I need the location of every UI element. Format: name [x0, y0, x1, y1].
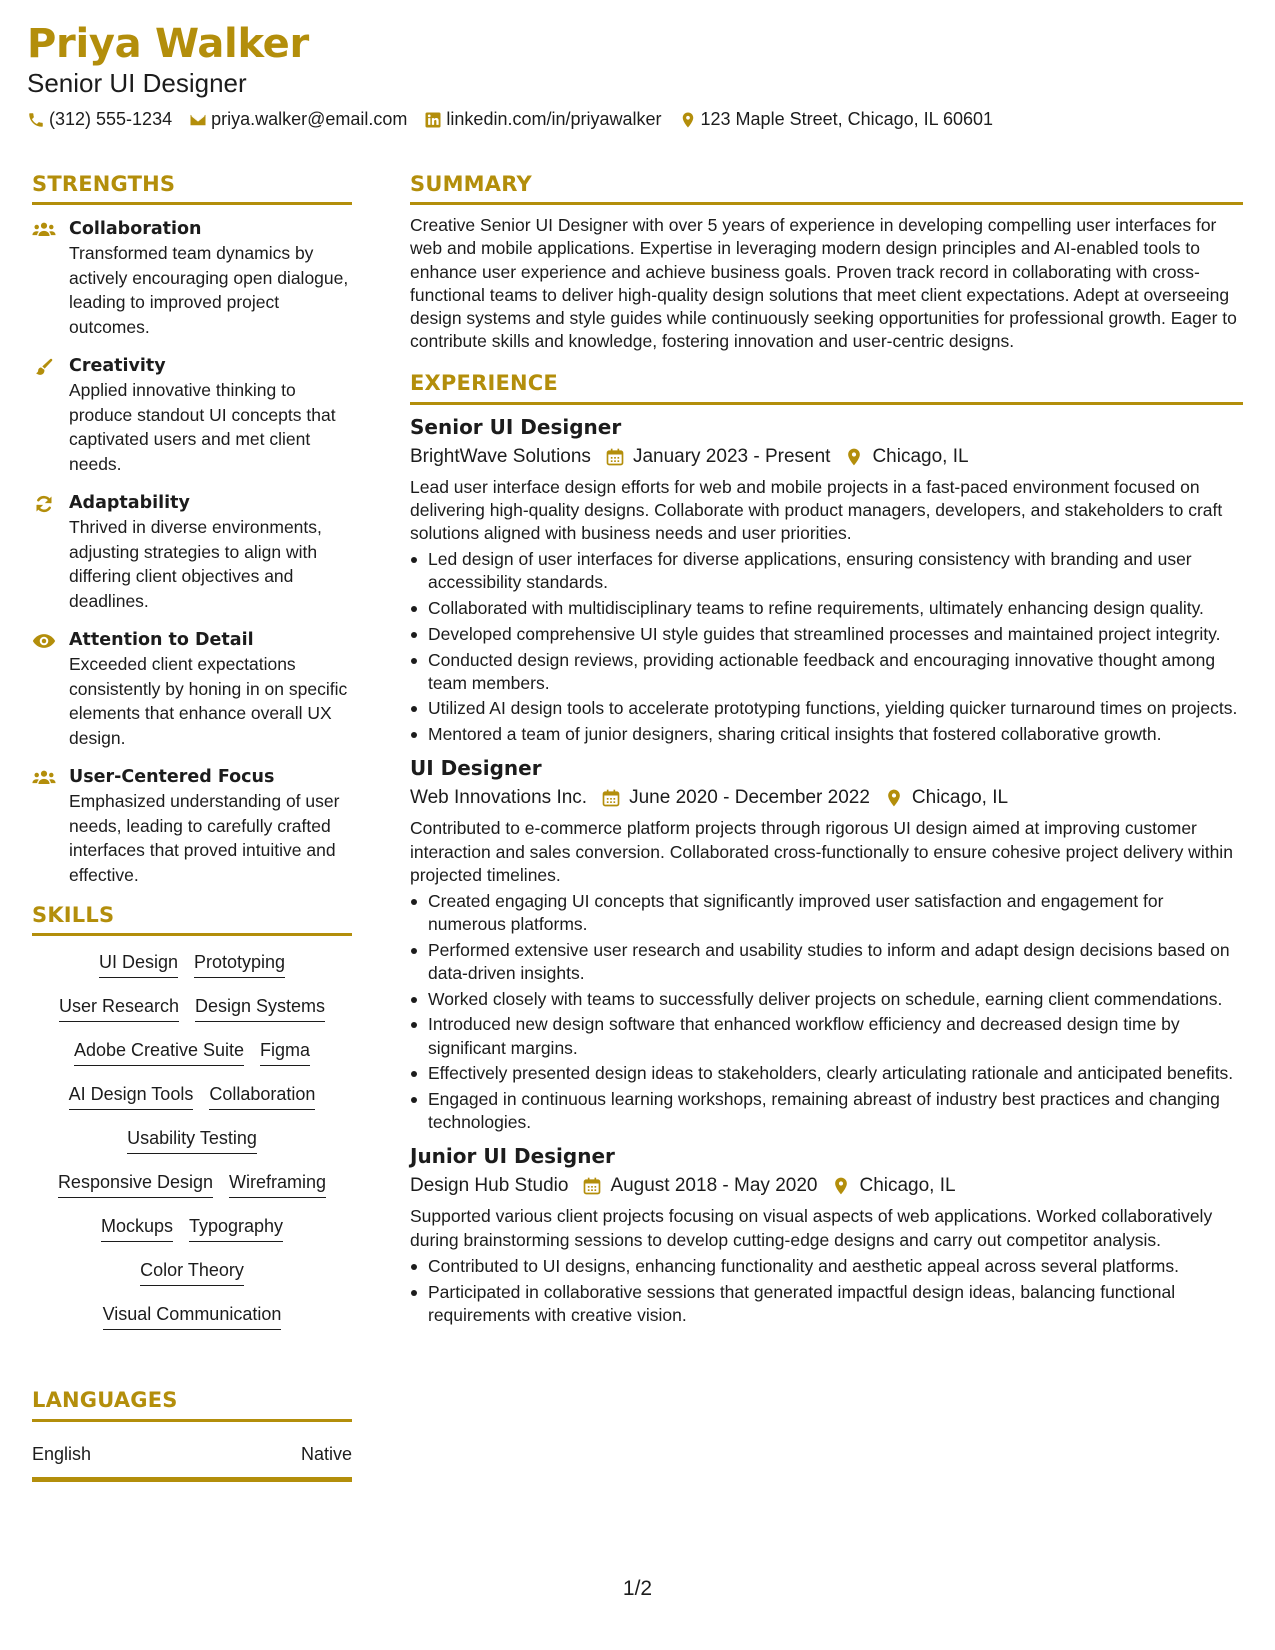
calendar-icon [605, 447, 625, 467]
skill-tag: Wireframing [229, 1170, 326, 1198]
map-pin-icon [831, 1176, 851, 1196]
page-number: 1/2 [622, 1577, 653, 1600]
contact-linkedin[interactable] [424, 109, 661, 130]
job-bullets [410, 890, 1243, 1135]
job-entry [410, 755, 1243, 1134]
skill-tag: Visual Communication [103, 1302, 282, 1330]
summary-text: Creative Senior UI Designer with over 5 years of experience in developing compelling user interfaces for web and mobile applications. Expertise in leveraging modern design principles and AI-enabled tools to enhance user experience and achieve business goals. Proven track record in collaborating with cross-functional teams to deliver high-quality design solutions that meet client expectations. Adept at overseeing design systems and style guides while continuously seeking opportunities for professional growth. Eager to contribute skills and knowledge, fostering innovation and user-centric designs. [410, 215, 1237, 352]
strengths-heading: STRENGTHS [32, 172, 352, 205]
skill-tag: UI Design [99, 950, 178, 978]
job-dates: August 2018 - May 2020 [610, 1175, 818, 1197]
job-bullet: Developed comprehensive UI style guides that streamlined processes and maintained project integrity. [410, 623, 1243, 646]
job-meta [410, 1173, 1243, 1199]
contact-phone [27, 109, 172, 130]
job-company: Design Hub Studio [410, 1175, 569, 1197]
skill-tag: Responsive Design [58, 1170, 213, 1198]
strength-title: Creativity [69, 356, 166, 377]
strength-item [32, 218, 352, 339]
job-role: UI Designer [410, 756, 542, 781]
phone-icon [27, 111, 45, 129]
strengths-list [32, 218, 352, 887]
strength-title: Adaptability [69, 493, 190, 514]
job-bullet: Led design of user interfaces for diverse applications, ensuring consistency with branding and user accessibility standards. [410, 548, 1243, 594]
right-column [410, 172, 1243, 1329]
strength-title: Collaboration [69, 219, 202, 240]
summary-heading: SUMMARY [410, 172, 1243, 205]
map-pin-icon [884, 788, 904, 808]
strength-item [32, 355, 352, 476]
job-entry [410, 1143, 1243, 1327]
job-dates: June 2020 - December 2022 [629, 787, 870, 809]
job-company: BrightWave Solutions [410, 445, 591, 467]
job-bullet: Utilized AI design tools to accelerate prototyping functions, yielding quicker turnaround times on projects. [410, 697, 1243, 720]
job-meta [410, 785, 1243, 811]
experience-section [410, 371, 1243, 1327]
strength-item [32, 766, 352, 887]
linkedin-link[interactable]: linkedin.com/in/priyawalker [446, 109, 662, 130]
calendar-icon [582, 1176, 602, 1196]
job-role: Junior UI Designer [410, 1144, 615, 1169]
skills-list [32, 950, 352, 1346]
job-bullet: Performed extensive user research and usability studies to inform and adapt design decisions based on data-driven insights. [410, 939, 1243, 985]
strength-description: Thrived in diverse environments, adjusting strategies to align with differing client objectives and deadlines. [69, 517, 322, 611]
strength-description: Exceeded client expectations consistently by honing in on specific elements that enhance overall UX design. [69, 654, 348, 748]
job-description: Lead user interface design efforts for web and mobile projects in a fast-paced environment focused on delivering high-quality designs. Collaborate with product managers, developers, and stakeholders to craft solutions aligned with business needs and user priorities. [410, 476, 1223, 543]
skill-tag: Design Systems [195, 994, 325, 1022]
job-bullet: Effectively presented design ideas to stakeholders, clearly articulating rationale and anticipated benefits. [410, 1062, 1243, 1085]
skill-tag: Usability Testing [127, 1126, 257, 1154]
job-bullets [410, 1255, 1243, 1327]
skill-tag: Adobe Creative Suite [74, 1038, 244, 1066]
skill-tag: Prototyping [194, 950, 285, 978]
job-bullet: Mentored a team of junior designers, sharing critical insights that fostered collaborative growth. [410, 723, 1243, 746]
job-location: Chicago, IL [911, 787, 1009, 809]
contact-address [679, 109, 994, 130]
skills-heading: SKILLS [32, 903, 352, 936]
job-bullet: Introduced new design software that enhanced workflow efficiency and decreased design time by significant margins. [410, 1013, 1243, 1059]
candidate-title: Senior UI Designer [27, 68, 247, 98]
candidate-name: Priya Walker [27, 21, 309, 67]
skill-tag: AI Design Tools [69, 1082, 194, 1110]
phone-text: (312) 555-1234 [49, 109, 173, 130]
job-description: Contributed to e-commerce platform projects through rigorous UI design aimed at improving customer interaction and sales conversion. Collaborated cross-functionally to ensure cohesive project delivery within projected timelines. [410, 818, 1233, 885]
job-bullet: Collaborated with multidisciplinary teams to refine requirements, ultimately enhancing design quality. [410, 597, 1243, 620]
contact-email[interactable] [189, 109, 407, 130]
strength-item [32, 492, 352, 613]
languages-heading: LANGUAGES [32, 1388, 352, 1421]
strength-title: User-Centered Focus [69, 767, 275, 788]
strength-title: Attention to Detail [69, 630, 254, 651]
strength-item [32, 629, 352, 750]
job-bullet: Created engaging UI concepts that significantly improved user satisfaction and engagement for numerous platforms. [410, 890, 1243, 936]
contact-bar [27, 109, 1247, 130]
skill-tag: Figma [260, 1038, 310, 1066]
job-meta [410, 444, 1243, 470]
job-location: Chicago, IL [859, 1175, 956, 1197]
strength-description: Applied innovative thinking to produce standout UI concepts that captivated users and met client needs. [69, 380, 336, 474]
skill-tag: User Research [59, 994, 179, 1022]
strength-description: Emphasized understanding of user needs, leading to carefully crafted interfaces that proved intuitive and effective. [69, 791, 340, 885]
job-location: Chicago, IL [872, 445, 969, 467]
job-bullet: Contributed to UI designs, enhancing functionality and aesthetic appeal across several platforms. [410, 1255, 1243, 1278]
map-pin-icon [844, 447, 864, 467]
job-bullet: Conducted design reviews, providing actionable feedback and encouraging innovative thought among team members. [410, 649, 1243, 695]
job-entry [410, 414, 1243, 747]
language-name: English [32, 1443, 92, 1464]
calendar-icon [601, 788, 621, 808]
left-column [32, 172, 352, 1482]
envelope-icon [189, 111, 207, 129]
job-bullet: Engaged in continuous learning workshops, remaining abreast of industry best practices and changing technologies. [410, 1088, 1243, 1134]
address-text: 123 Maple Street, Chicago, IL 60601 [700, 109, 994, 130]
map-pin-icon [679, 111, 697, 129]
strength-description: Transformed team dynamics by actively encouraging open dialogue, leading to improved project outcomes. [69, 243, 349, 337]
linkedin-icon [424, 111, 442, 129]
users-icon [32, 220, 56, 240]
skills-section [32, 903, 352, 1346]
skill-tag: Color Theory [140, 1258, 244, 1286]
job-description: Supported various client projects focusing on visual aspects of web applications. Worked collaboratively during brainstorming sessions to develop cutting-edge designs and carry out competitor analysis. [410, 1206, 1213, 1250]
job-bullet: Worked closely with teams to successfully deliver projects on schedule, earning client commendations. [410, 988, 1243, 1011]
job-dates: January 2023 - Present [632, 445, 831, 467]
language-level: Native [300, 1443, 352, 1464]
sync-icon [32, 494, 56, 514]
job-bullets [410, 548, 1243, 746]
job-company: Web Innovations Inc. [410, 787, 588, 809]
language-row [32, 1444, 352, 1482]
email-link[interactable]: priya.walker@email.com [211, 109, 408, 130]
job-role: Senior UI Designer [410, 414, 622, 439]
paintbrush-icon [32, 357, 56, 377]
skill-tag: Mockups [101, 1214, 173, 1242]
strengths-section [32, 172, 352, 887]
experience-heading: EXPERIENCE [410, 371, 1243, 404]
languages-section [32, 1388, 352, 1481]
summary-section [410, 172, 1243, 353]
eye-icon [32, 631, 56, 651]
skill-tag: Typography [189, 1214, 283, 1242]
users-icon [32, 768, 56, 788]
skill-tag: Collaboration [209, 1082, 315, 1110]
job-bullet: Participated in collaborative sessions that generated impactful design ideas, balancing functional requirements with creative vision. [410, 1281, 1243, 1327]
